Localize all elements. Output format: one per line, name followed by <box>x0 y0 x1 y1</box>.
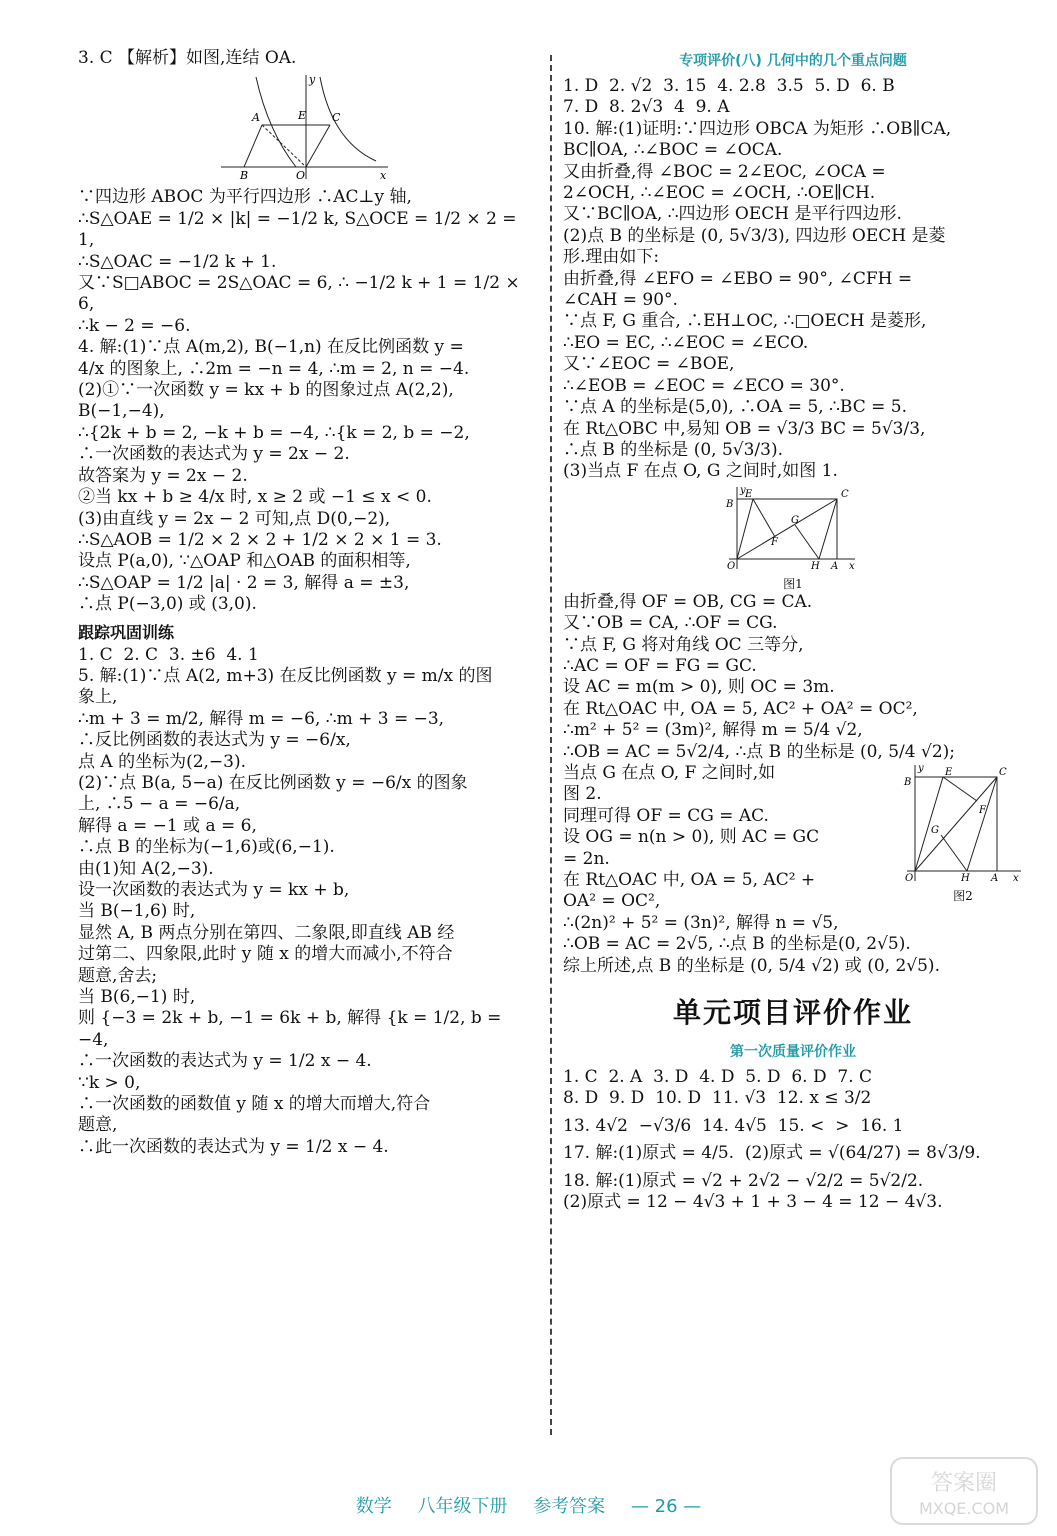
svg-text:E: E <box>745 488 753 500</box>
text-line: (3)当点 F 在点 O, G 之间时,如图 1. <box>563 461 838 482</box>
text-line: ∵k > 0, <box>78 1072 141 1093</box>
text-line: 又∵BC∥OA, ∴四边形 OECH 是平行四边形. <box>563 204 902 225</box>
page-number: — 26 — <box>630 1496 702 1517</box>
text-line: ∴m² + 5² = (3m)², 解得 m = 5/4 √2, <box>563 720 863 741</box>
text-line: 则 {−3 = 2k + b, −1 = 6k + b, 解得 {k = 1/2, b = −4, <box>78 1008 507 1050</box>
text-line: 点 A 的坐标为(2,−3). <box>78 751 247 772</box>
text-line: ∴S△OAP = 1/2 |a| · 2 = 3, 解得 a = ±3, <box>78 572 410 593</box>
text-line: OA² = OC², <box>563 891 661 912</box>
text-line: 在 Rt△OBC 中,易知 OB = √3/3 BC = 5√3/3, <box>563 418 926 439</box>
text-line: 10. 解:(1)证明:∵四边形 OBCA 为矩形 ∴OB∥CA, <box>563 118 952 139</box>
figure-1-caption: 图1 <box>783 576 803 591</box>
text-line: 过第二、四象限,此时 y 随 x 的增大而减小,不符合 <box>78 944 453 965</box>
text-line: 1. D 2. √2 3. 15 4. 2.8 3.5 5. D 6. B <box>563 76 895 96</box>
text-line: 在 Rt△OAC 中, OA = 5, AC² + OA² = OC², <box>563 698 918 719</box>
text-line: ∴一次函数的函数值 y 随 x 的增大而增大,符合 <box>78 1094 431 1115</box>
left-column <box>78 48 533 1158</box>
footer-subject: 数学 <box>355 1496 392 1517</box>
text-line: ∴(2n)² + 5² = (3n)², 解得 n = √5, <box>563 912 839 933</box>
text-line: ∴点 B 的坐标是 (0, 5√3/3). <box>563 439 784 460</box>
svg-text:y: y <box>740 484 746 496</box>
footer-label: 参考答案 <box>533 1496 606 1517</box>
text-line: BC∥OA, ∴∠BOC = ∠OCA. <box>563 140 783 161</box>
svg-text:F: F <box>979 804 986 816</box>
text-line: 4/x 的图象上, ∴2m = −n = 4, ∴m = 2, n = −4. <box>78 358 470 379</box>
svg-text:F: F <box>771 536 778 548</box>
text-line: (2)①∵一次函数 y = kx + b 的图象过点 A(2,2), <box>78 380 454 401</box>
svg-text:G: G <box>791 514 799 526</box>
text-line: ∵四边形 ABOC 为平行四边形 ∴AC⊥y 轴, <box>78 187 412 208</box>
text-line: 象上, <box>78 687 118 708</box>
svg-text:O: O <box>295 169 305 183</box>
figure-2-caption: 图2 <box>953 888 973 903</box>
text-line: ∴∠EOB = ∠EOC = ∠ECO = 30°. <box>563 375 845 396</box>
svg-text:C: C <box>331 111 340 125</box>
section-heading: 专项评价(八) 几何中的几个重点问题 <box>679 53 907 69</box>
svg-text:A: A <box>251 111 260 125</box>
text-line: ∴{2k + b = 2, −k + b = −4, ∴{k = 2, b = −2, <box>78 422 470 443</box>
unit-heading: 单元项目评价作业 <box>672 996 913 1030</box>
text-line: ∴AC = OF = FG = GC. <box>563 655 757 676</box>
svg-text:B: B <box>239 169 248 183</box>
text-line: 4. 解:(1)∵点 A(m,2), B(−1,n) 在反比例函数 y = <box>78 337 464 358</box>
text-line: ∴一次函数的表达式为 y = 2x − 2. <box>78 444 350 465</box>
text-line: ∴OB = AC = 2√5, ∴点 B 的坐标是(0, 2√5). <box>563 934 911 955</box>
column-divider <box>550 55 552 1435</box>
text-line: ∴点 P(−3,0) 或 (3,0). <box>78 594 257 615</box>
text-line: 题意, <box>78 1115 118 1136</box>
text-line: ∴一次函数的表达式为 y = 1/2 x − 4. <box>78 1051 372 1072</box>
text-line: 设 AC = m(m > 0), 则 OC = 3m. <box>563 677 835 698</box>
text-line: ∴k − 2 = −6. <box>78 315 191 336</box>
svg-text:O: O <box>905 872 914 883</box>
text-line: 设一次函数的表达式为 y = kx + b, <box>78 880 350 900</box>
text-line: ②当 kx + b ≥ 4/x 时, x ≥ 2 或 −1 ≤ x < 0. <box>78 487 432 508</box>
svg-text:C: C <box>841 488 849 500</box>
text-line: 题意,舍去; <box>78 965 158 986</box>
text-line: 又∵∠EOC = ∠BOE, <box>563 354 735 375</box>
text-line: ∴此一次函数的表达式为 y = 1/2 x − 4. <box>78 1136 389 1157</box>
footer-grade: 八年级下册 <box>417 1496 508 1517</box>
svg-text:y: y <box>918 762 924 774</box>
text-line: 17. 解:(1)原式 = 4/5. (2)原式 = √(64/27) = 8√3/9. <box>563 1143 981 1164</box>
figure-1-rectangle <box>723 485 863 571</box>
text-line: 由(1)知 A(2,−3). <box>78 858 214 879</box>
text-line: ∵点 F, G 将对角线 OC 三等分, <box>563 634 804 655</box>
svg-text:答案圈: 答案圈 <box>930 1471 998 1496</box>
text-line: ∠CAH = 90°. <box>563 290 678 311</box>
text-line: 又∵S□ABOC = 2S△OAC = 6, ∴ −1/2 k + 1 = 1/2 × 6, <box>78 273 526 315</box>
right-column <box>563 48 1023 1213</box>
text-line: 又由折叠,得 ∠BOC = 2∠EOC, ∠OCA = <box>563 161 886 182</box>
svg-text:E: E <box>945 766 953 778</box>
text-line: ∴m + 3 = m/2, 解得 m = −6, ∴m + 3 = −3, <box>78 708 445 729</box>
text-line: (2)原式 = 12 − 4√3 + 1 + 3 − 4 = 12 − 4√3. <box>563 1192 943 1213</box>
text-line: 13. 4√2 −√3/6 14. 4√5 15. < > 16. 1 <box>563 1115 904 1136</box>
text-line: ∴反比例函数的表达式为 y = −6/x, <box>78 730 351 751</box>
svg-text:A: A <box>991 872 999 883</box>
text-line: 2∠OCH, ∴∠EOC = ∠OCH, ∴OE∥CH. <box>563 183 876 204</box>
section-heading: 第一次质量评价作业 <box>730 1044 856 1061</box>
svg-text:B: B <box>904 776 912 788</box>
figure-2-rectangle <box>903 763 1023 883</box>
text-line: ∵点 F, G 重合, ∴EH⊥OC, ∴□OECH 是菱形, <box>563 311 927 332</box>
text-line: 5. 解:(1)∵点 A(2, m+3) 在反比例函数 y = m/x 的图 <box>78 665 493 686</box>
text-line: ∴EO = EC, ∴∠EOC = ∠ECO. <box>563 332 809 353</box>
text-line: = 2n. <box>563 848 610 869</box>
text-line: 18. 解:(1)原式 = √2 + 2√2 − √2/2 = 5√2/2. <box>563 1170 924 1191</box>
text-line: 在 Rt△OAC 中, OA = 5, AC² + <box>563 870 816 890</box>
text-line: 形.理由如下: <box>563 247 660 268</box>
svg-text:C: C <box>999 766 1007 778</box>
text-line: 设点 P(a,0), ∵△OAP 和△OAB 的面积相等, <box>78 551 411 572</box>
svg-text:MXQE.COM: MXQE.COM <box>918 1499 1010 1518</box>
text-line: 8. D 9. D 10. D 11. √3 12. x ≤ 3/2 <box>563 1088 872 1109</box>
text-line: 同理可得 OF = CG = AC. <box>563 805 769 826</box>
svg-text:E: E <box>297 109 306 123</box>
text-line: 由折叠,得 OF = OB, CG = CA. <box>563 591 813 612</box>
text-line: 综上所述,点 B 的坐标是 (0, 5/4 √2) 或 (0, 2√5). <box>563 955 940 976</box>
text-line: 显然 A, B 两点分别在第四、二象限,即直线 AB 经 <box>78 922 455 943</box>
svg-text:x: x <box>379 169 386 183</box>
text-line: (3)由直线 y = 2x − 2 可知,点 D(0,−2), <box>78 508 391 529</box>
text-line: ∴S△OAC = −1/2 k + 1. <box>78 251 277 272</box>
text-line: 设 OG = n(n > 0), 则 AC = GC <box>563 827 820 848</box>
figure-hyperbola <box>216 71 396 183</box>
svg-text:A: A <box>831 560 839 571</box>
text-line: 3. C 【解析】如图,连结 OA. <box>78 48 297 68</box>
svg-text:y: y <box>308 73 315 87</box>
text-line: ∴OB = AC = 5√2/4, ∴点 B 的坐标是 (0, 5/4 √2); <box>563 741 955 762</box>
text-line: 上, ∴5 − a = −6/a, <box>78 794 241 815</box>
text-line: ∴点 B 的坐标为(−1,6)或(6,−1). <box>78 837 335 858</box>
text-line: (2)∵点 B(a, 5−a) 在反比例函数 y = −6/x 的图象 <box>78 772 468 793</box>
text-line: ∴S△AOB = 1/2 × 2 × 2 + 1/2 × 2 × 1 = 3. <box>78 529 442 550</box>
text-line: 当 B(6,−1) 时, <box>78 987 196 1008</box>
svg-text:x: x <box>849 560 855 571</box>
text-line: 1. C 2. C 3. ±6 4. 1 <box>78 644 259 665</box>
svg-text:H: H <box>811 560 820 571</box>
svg-text:H: H <box>961 872 970 883</box>
svg-text:x: x <box>1013 872 1019 883</box>
svg-text:B: B <box>726 498 734 510</box>
text-line: ∴S△OAE = 1/2 × |k| = −1/2 k, S△OCE = 1/2 × 2 = 1, <box>78 208 522 251</box>
text-line: ∵点 A 的坐标是(5,0), ∴OA = 5, ∴BC = 5. <box>563 397 907 418</box>
text-line: 1. C 2. A 3. D 4. D 5. D 6. D 7. C <box>563 1067 873 1088</box>
figure-2-wrapper <box>903 763 1023 904</box>
text-line: 当 B(−1,6) 时, <box>78 901 196 922</box>
svg-text:G: G <box>931 824 939 836</box>
watermark-logo <box>889 1456 1039 1526</box>
text-line: 7. D 8. 2√3 4 9. A <box>563 97 730 118</box>
text-line: 故答案为 y = 2x − 2. <box>78 465 248 486</box>
text-line: 当点 G 在点 O, F 之间时,如 <box>563 762 776 783</box>
text-line: 解得 a = −1 或 a = 6, <box>78 815 257 836</box>
text-line: (2)点 B 的坐标是 (0, 5√3/3), 四边形 OECH 是菱 <box>563 225 946 246</box>
text-line: 又∵OB = CA, ∴OF = CG. <box>563 613 778 634</box>
text-line: 由折叠,得 ∠EFO = ∠EBO = 90°, ∠CFH = <box>563 268 913 289</box>
section-subheading: 跟踪巩固训练 <box>78 622 175 642</box>
text-line: B(−1,−4), <box>78 401 165 422</box>
text-line: 图 2. <box>563 784 602 805</box>
svg-text:O: O <box>727 560 736 571</box>
